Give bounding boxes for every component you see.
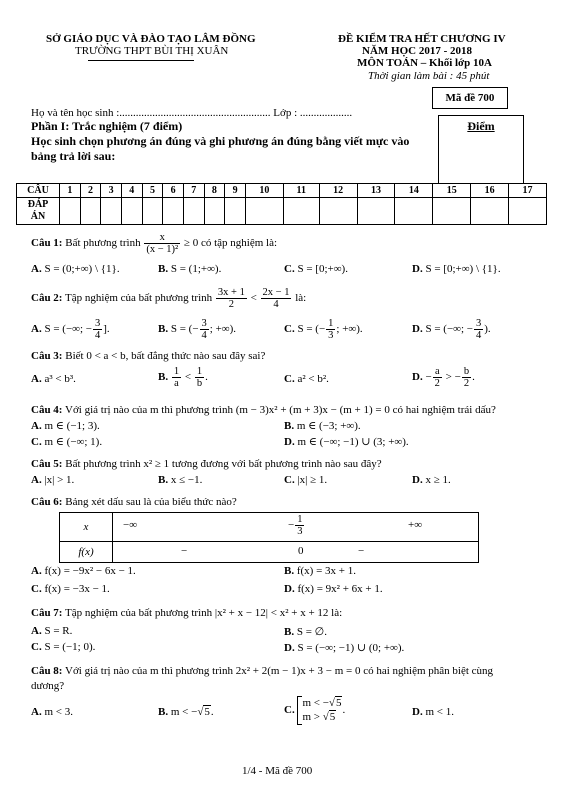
question-label: Câu 2: <box>31 292 63 305</box>
answer-cell[interactable] <box>433 198 471 225</box>
answer-label-line-1: ĐÁP <box>27 199 49 210</box>
option-letter: C. <box>284 263 295 275</box>
option-text: m ∈ (−3; +∞). <box>296 420 361 432</box>
question-text: Bất phương trình x² ≥ 1 tương đương với bất phương trình nào sau đây? <box>65 458 382 470</box>
denominator: 3 <box>328 330 334 342</box>
option-letter: D. <box>284 583 295 595</box>
inequality-system <box>297 696 342 725</box>
answer-cell[interactable] <box>60 198 81 225</box>
fraction <box>93 318 102 341</box>
option-text: . <box>205 371 208 384</box>
question-label: Câu 7: <box>31 607 63 619</box>
q3-option-a <box>31 373 76 385</box>
option-text: f(x) = −9x² − 6x − 1. <box>44 565 136 577</box>
answer-cell[interactable] <box>101 198 122 225</box>
option-letter: C. <box>31 583 42 595</box>
question-number: 5 <box>142 184 163 198</box>
option-letter: A. <box>31 565 42 577</box>
q4-option-a <box>31 419 100 432</box>
denominator: 4 <box>273 299 279 311</box>
option-text: m ∈ (−∞; −1) ∪ (3; +∞). <box>297 436 409 448</box>
question-number: 4 <box>121 184 142 198</box>
q1-option-b <box>158 263 221 275</box>
option-text: ; +∞). <box>336 323 363 336</box>
answer-table-answer-row <box>17 198 547 225</box>
student-info-line: Họ và tên học sinh :....................................................... Lớp : ................... <box>31 107 353 119</box>
option-text: ; +∞). <box>209 323 237 336</box>
question-number: 11 <box>283 184 319 198</box>
fx-header: f(x) <box>60 542 113 563</box>
option-letter: A. <box>31 373 42 385</box>
denominator: 4 <box>201 330 207 342</box>
question-3 <box>31 350 265 362</box>
q4-option-c <box>31 435 102 448</box>
question-text: Tập nghiệm của bất phương trình |x² + x − 12| < x² + x + 12 là: <box>65 607 343 619</box>
q7-option-b <box>284 625 327 638</box>
question-number: 12 <box>319 184 357 198</box>
option-text: S = (−∞; −1) ∪ (0; +∞). <box>297 642 405 654</box>
sqrt-icon: √ <box>322 711 329 724</box>
sign-table <box>59 512 479 563</box>
option-text: S = (−1; 0). <box>44 641 96 653</box>
option-text: |x| > 1. <box>44 474 75 486</box>
option-text: . <box>342 703 346 716</box>
instruction-line-2: bảng trả lời sau: <box>31 149 116 163</box>
question-number: 3 <box>101 184 122 198</box>
question-number: 6 <box>163 184 184 198</box>
radicand: 5 <box>329 711 336 724</box>
option-letter: B. <box>284 565 295 577</box>
answer-label-line-2: ÁN <box>30 211 46 222</box>
question-number: 17 <box>509 184 547 198</box>
sign-table-f-row <box>60 542 479 563</box>
numerator: 2x − 1 <box>262 287 290 298</box>
numerator: 3 <box>201 318 207 329</box>
q6-option-b <box>284 565 356 577</box>
question-number: 13 <box>357 184 395 198</box>
q2-option-b <box>158 318 236 341</box>
denominator: 2 <box>228 299 234 311</box>
answer-row-label <box>17 198 60 225</box>
option-text: a³ < b³. <box>44 373 76 385</box>
x-header: x <box>60 513 113 542</box>
exam-code-box: Mã đề 700 <box>432 87 508 109</box>
fraction <box>144 232 180 255</box>
q5-option-c <box>284 474 327 486</box>
question-5 <box>31 458 382 470</box>
q7-option-c <box>31 641 95 653</box>
option-letter: B. <box>158 371 169 384</box>
option-letter: B. <box>158 263 169 275</box>
q2-option-d <box>412 318 491 341</box>
question-number: 10 <box>245 184 283 198</box>
numerator: 3 <box>476 318 482 329</box>
option-text: S = [0;+∞) \ {1}. <box>425 263 501 275</box>
denominator: 2 <box>434 378 440 390</box>
q5-option-d <box>412 474 451 486</box>
numerator: a <box>433 366 442 378</box>
question-number: 2 <box>80 184 101 198</box>
less-than-sign: < <box>184 371 192 384</box>
fraction <box>326 318 335 341</box>
option-letter: D. <box>284 436 295 448</box>
numerator: 1 <box>328 318 334 329</box>
option-text: |x| ≥ 1. <box>297 474 328 486</box>
option-text: m < 3. <box>44 706 73 718</box>
question-number: 7 <box>183 184 204 198</box>
answer-table <box>16 183 547 225</box>
denominator: 4 <box>476 330 482 342</box>
sign-left: − <box>181 545 188 557</box>
fraction <box>216 287 247 310</box>
fraction <box>261 287 292 310</box>
answer-cell[interactable] <box>183 198 204 225</box>
option-text: m ∈ (−∞; 1). <box>44 436 103 448</box>
q2-option-c <box>284 318 363 341</box>
question-number: 1 <box>60 184 81 198</box>
answer-cell[interactable] <box>509 198 547 225</box>
option-letter: A. <box>31 420 42 432</box>
option-text: f(x) = 3x + 1. <box>296 565 356 577</box>
option-letter: A. <box>31 706 42 718</box>
critical-point <box>288 514 305 537</box>
question-text-rest: ≥ 0 có tập nghiệm là: <box>183 237 278 250</box>
question-2 <box>31 287 306 310</box>
option-letter: C. <box>284 474 295 486</box>
x-values <box>113 513 479 542</box>
option-letter: D. <box>412 323 423 336</box>
option-letter: A. <box>31 323 42 336</box>
part-title: Phần I: Trắc nghiệm (7 điểm) <box>31 119 183 133</box>
question-6 <box>31 496 237 508</box>
denominator: 3 <box>297 526 303 538</box>
q7-option-d <box>284 641 404 654</box>
answer-cell[interactable] <box>204 198 225 225</box>
option-text: > − <box>445 371 461 384</box>
answer-cell[interactable] <box>245 198 283 225</box>
answer-cell[interactable] <box>142 198 163 225</box>
answer-cell[interactable] <box>225 198 246 225</box>
fraction <box>172 366 181 389</box>
zero-value: 0 <box>298 545 304 557</box>
radicand: 5 <box>204 706 210 718</box>
denominator: a <box>174 378 179 390</box>
option-text: S = (− <box>297 323 326 336</box>
fraction <box>462 366 471 389</box>
option-text: x ≤ −1. <box>170 474 203 486</box>
q5-option-a <box>31 474 74 486</box>
q8-option-c <box>284 696 345 725</box>
option-text: S = (− <box>170 323 199 336</box>
q6-option-d <box>284 583 383 595</box>
option-letter: A. <box>31 625 42 637</box>
q3-option-d <box>412 366 475 389</box>
question-number: 16 <box>471 184 509 198</box>
option-letter: B. <box>284 420 295 432</box>
option-text: a² < b². <box>297 373 329 385</box>
option-letter: B. <box>158 474 169 486</box>
option-text: . <box>472 371 475 384</box>
sign-table-x-row <box>60 513 479 542</box>
neg-infinity: −∞ <box>123 519 138 531</box>
q8-option-a <box>31 706 73 718</box>
option-text: − <box>425 371 432 384</box>
option-text: f(x) = −3x − 1. <box>44 583 110 595</box>
q4-option-b <box>284 419 361 432</box>
answer-cell[interactable] <box>163 198 184 225</box>
answer-table-question-row <box>17 184 547 198</box>
question-number: 15 <box>433 184 471 198</box>
question-8 <box>31 665 493 677</box>
option-letter: C. <box>284 373 295 385</box>
option-letter: D. <box>412 371 423 384</box>
minus-sign: − <box>288 519 295 532</box>
option-text: m < 1. <box>425 706 454 718</box>
option-letter: D. <box>412 474 423 486</box>
question-label: Câu 3: <box>31 350 63 362</box>
question-number: 14 <box>395 184 433 198</box>
option-text: ]. <box>103 323 110 336</box>
question-text: Với giá trị nào của m thì phương trình (m − 3)x² + (m + 3)x − (m + 1) = 0 có hai nghiệm trái dấu? <box>65 404 496 416</box>
answer-cell[interactable] <box>319 198 357 225</box>
denominator: b <box>196 378 203 390</box>
pos-infinity: +∞ <box>408 519 423 531</box>
option-text: ). <box>484 323 491 336</box>
option-letter: C. <box>284 703 295 716</box>
option-letter: D. <box>412 263 423 275</box>
question-7 <box>31 607 342 619</box>
option-text: . <box>210 706 214 718</box>
question-text: Tập nghiệm của bất phương trình <box>65 292 213 305</box>
score-box <box>438 115 524 184</box>
denominator: 4 <box>95 330 101 342</box>
question-label: Câu 8: <box>31 665 63 677</box>
question-8-line-2: dương? <box>31 680 65 692</box>
option-letter: A. <box>31 263 42 275</box>
sqrt-icon: √ <box>328 697 335 709</box>
q1-option-a <box>31 263 120 275</box>
fraction <box>474 318 483 341</box>
score-label: Điểm <box>467 119 495 133</box>
numerator: 1 <box>173 366 180 377</box>
question-text: Bất phương trình <box>65 237 141 250</box>
option-text: S = R. <box>44 625 73 637</box>
q8-option-d <box>412 706 454 718</box>
fraction <box>200 318 209 341</box>
q4-option-d <box>284 435 409 448</box>
answer-cell[interactable] <box>283 198 319 225</box>
option-letter: A. <box>31 474 42 486</box>
page-footer: 1/4 - Mã đề 700 <box>242 765 313 777</box>
sqrt-icon: √ <box>197 706 204 718</box>
sign-right: − <box>358 545 365 557</box>
option-letter: C. <box>31 436 42 448</box>
instruction-line-1: Học sinh chọn phương án đúng và ghi phương án đúng bằng viết mực vào <box>31 134 410 148</box>
question-label: Câu 6: <box>31 496 63 508</box>
option-text: S = (0;+∞) \ {1}. <box>44 263 120 275</box>
q2-option-a <box>31 318 110 341</box>
system-line: m > <box>302 711 323 724</box>
option-text: m ∈ (−1; 3). <box>44 420 100 432</box>
question-label: Câu 4: <box>31 404 63 416</box>
answer-cell[interactable] <box>357 198 395 225</box>
numerator: b <box>463 366 470 377</box>
subject-line: MÔN TOÁN – Khối lớp 10A <box>357 57 492 69</box>
answer-cell[interactable] <box>395 198 433 225</box>
option-text: S = [0;+∞). <box>297 263 348 275</box>
answer-cell[interactable] <box>121 198 142 225</box>
exam-title: ĐỀ KIỂM TRA HẾT CHƯƠNG IV <box>338 33 506 45</box>
sign-values <box>113 542 479 563</box>
denominator: 2 <box>463 378 470 390</box>
q3-option-b <box>158 366 208 389</box>
system-line: m < − <box>302 697 329 709</box>
option-letter: B. <box>158 323 169 336</box>
question-text-rest: là: <box>295 292 307 305</box>
question-row-label: CÂU <box>17 184 60 198</box>
option-letter: B. <box>284 626 295 638</box>
option-text: f(x) = 9x² + 6x + 1. <box>297 583 383 595</box>
question-text: Biết 0 < a < b, bất đẳng thức nào sau đây sai? <box>65 350 266 362</box>
answer-cell[interactable] <box>471 198 509 225</box>
question-label: Câu 5: <box>31 458 63 470</box>
question-1 <box>31 232 277 255</box>
answer-cell[interactable] <box>80 198 101 225</box>
numerator: 1 <box>196 366 203 377</box>
question-text: Với giá trị nào của m thì phương trình 2x² + 2(m − 1)x + 3 − m = 0 có hai nghiệm phân biệt cùng <box>65 665 494 677</box>
denominator: (x − 1)² <box>146 244 179 256</box>
question-4 <box>31 404 496 416</box>
school-year: NĂM HỌC 2017 - 2018 <box>362 45 472 57</box>
question-label: Câu 1: <box>31 237 63 250</box>
option-text: S = (−∞; − <box>44 323 92 336</box>
q3-option-c <box>284 373 329 385</box>
option-letter: C. <box>284 323 295 336</box>
fraction <box>195 366 204 389</box>
option-letter: D. <box>284 642 295 654</box>
option-text: x ≥ 1. <box>425 474 451 486</box>
q1-option-c <box>284 263 348 275</box>
option-letter: B. <box>158 706 169 718</box>
numerator: 3x + 1 <box>217 287 245 298</box>
q8-option-b <box>158 706 214 718</box>
numerator: 1 <box>297 514 303 525</box>
q7-option-a <box>31 625 72 637</box>
time-limit: Thời gian làm bài : 45 phút <box>368 70 490 82</box>
fraction <box>433 366 442 389</box>
option-text: S = (−∞; − <box>425 323 473 336</box>
radicand: 5 <box>335 697 342 709</box>
school-name: TRƯỜNG THPT BÙI THỊ XUÂN <box>75 45 229 57</box>
q6-option-c <box>31 583 110 595</box>
question-text: Bảng xét dấu sau là của biểu thức nào? <box>65 496 237 508</box>
q6-option-a <box>31 565 136 577</box>
less-than-sign: < <box>250 292 257 305</box>
q5-option-b <box>158 474 202 486</box>
option-text: S = ∅. <box>296 626 327 638</box>
option-letter: D. <box>412 706 423 718</box>
option-text: S = (1;+∞). <box>170 263 222 275</box>
department-name: SỞ GIÁO DỤC VÀ ĐÀO TẠO LÂM ĐỒNG <box>46 33 256 45</box>
numerator: 3 <box>95 318 101 329</box>
q1-option-d <box>412 263 501 275</box>
question-number: 8 <box>204 184 225 198</box>
fraction <box>295 514 304 537</box>
school-underline <box>88 60 194 61</box>
question-number: 9 <box>225 184 246 198</box>
option-letter: C. <box>31 641 42 653</box>
option-text: m < − <box>170 706 198 718</box>
numerator: x <box>144 232 180 244</box>
